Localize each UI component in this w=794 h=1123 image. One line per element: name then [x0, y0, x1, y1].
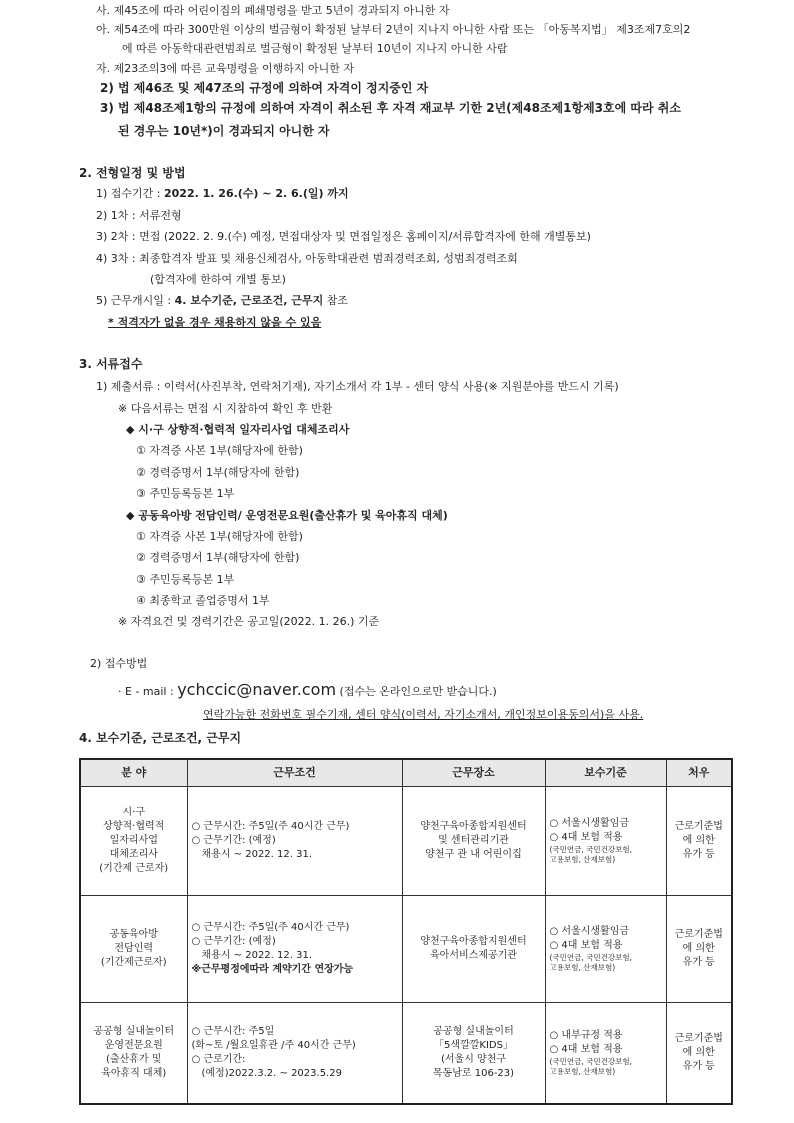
basis-note: ※ 자격요건 및 경력기간은 공고일(2022. 1. 26.) 기준	[118, 615, 380, 628]
table-row	[80, 787, 732, 896]
section-2-heading: 2. 전형일정 및 방법	[79, 166, 186, 180]
cell-pay: ○ 내부규정 적용 ○ 4대 보험 적용 (국민연금, 국민건강보험, 고용보험, 산재보험)	[545, 1003, 666, 1105]
email-line: · E - mail : ychccic@naver.com (접수는 온라인으로만 받습니다.)	[118, 680, 497, 699]
list-item: ① 자격증 사본 1부(해당자에 한함)	[136, 444, 303, 457]
cell-place: 양천구육아종합지원센터 육아서비스제공기관	[402, 896, 545, 1003]
list-item: ② 경력증명서 1부(해당자에 한함)	[136, 466, 300, 479]
cell-pay: ○ 서울시생활임금 ○ 4대 보험 적용 (국민연금, 국민건강보험, 고용보험, 산재보험)	[545, 896, 666, 1003]
schedule-note: * 적격자가 없을 경우 채용하지 않을 수 있음	[108, 316, 322, 329]
col-header: 근무조건	[187, 759, 402, 787]
top-item: 자. 제23조의3에 따른 교육명령을 이행하지 아니한 자	[96, 62, 354, 75]
schedule-item-4: 4) 3차 : 최종합격자 발표 및 채용신체검사, 아동학대관련 범죄경력조회, 성범죄경력조회	[96, 252, 518, 265]
cell-field: 공공형 실내놀이터 운영전문요원 (출산휴가 및 육아휴직 대체)	[80, 1003, 187, 1105]
col-header: 분 야	[80, 759, 187, 787]
schedule-item-3: 3) 2차 : 면접 (2022. 2. 9.(수) 예정, 면접대상자 및 면접일정은 홈페이지/서류합격자에 한해 개별통보)	[96, 230, 591, 243]
col-header: 처우	[666, 759, 732, 787]
cell-treatment: 근로기준법 에 의한 유가 등	[666, 896, 732, 1003]
col-header: 보수기준	[545, 759, 666, 787]
section-3-heading: 3. 서류접수	[79, 357, 143, 371]
cell-treatment: 근로기준법 에 의한 유가 등	[666, 1003, 732, 1105]
schedule-item-1: 1) 접수기간 : 2022. 1. 26.(수) ~ 2. 6.(일) 까지	[96, 187, 349, 200]
group-b-title: ◆ 공동육아방 전담인력/ 운영전문요원(출산휴가 및 육아휴직 대체)	[126, 509, 448, 522]
method-heading: 2) 접수방법	[90, 657, 148, 670]
list-item: ③ 주민등록등본 1부	[136, 487, 235, 500]
cell-conditions: ○ 근무시간: 주5일 (화~토 /월요일휴관 /주 40시간 근무) ○ 근로기간: (예정)2022.3.2. ~ 2023.5.29	[187, 1003, 402, 1105]
top-item: 에 따른 아동학대관련범죄로 벌금형이 확정된 날부터 10년이 지나지 아니한 사람	[122, 42, 508, 55]
email-address[interactable]: ychccic@naver.com	[177, 680, 337, 699]
cell-conditions: ○ 근무시간: 주5일(주 40시간 근무) ○ 근무기간: (예정) 채용시 ~ 2022. 12. 31. ※근무평정에따라 계약기간 연장가능	[187, 896, 402, 1003]
list-item: ② 경력증명서 1부(해당자에 한함)	[136, 551, 300, 564]
cell-treatment: 근로기준법 에 의한 유가 등	[666, 787, 732, 896]
cell-place: 공공형 실내놀이터 「5색깔깔KIDS」 (서울시 양천구 목동남로 106-23)	[402, 1003, 545, 1105]
top-item: 사. 제45조에 따라 어린이집의 폐쇄명령을 받고 5년이 경과되지 아니한 자	[96, 4, 450, 17]
conditions-table	[79, 758, 733, 1105]
bold-item: 2) 법 제46조 및 제47조의 규정에 의하여 자격이 정지중인 자	[100, 81, 429, 95]
bold-item: 3) 법 제48조제1항의 규정에 의하여 자격이 취소된 후 자격 재교부 기한 2년(제48조제1항제3호에 따라 취소	[100, 101, 681, 115]
bold-item: 된 경우는 10년*)이 경과되지 아니한 자	[118, 124, 330, 138]
table-row	[80, 896, 732, 1003]
list-item: ③ 주민등록등본 1부	[136, 573, 235, 586]
schedule-item-4-note: (합격자에 한하여 개별 통보)	[150, 273, 286, 286]
cell-pay: ○ 서울시생활임금 ○ 4대 보험 적용 (국민연금, 국민건강보험, 고용보험, 산재보험)	[545, 787, 666, 896]
documents-note: ※ 다음서류는 면접 시 지참하여 확인 후 반환	[118, 402, 333, 415]
table-row	[80, 1003, 732, 1105]
table-header-row	[80, 759, 732, 787]
top-item: 아. 제54조에 따라 300만원 이상의 벌금형이 확정된 날부터 2년이 지나지 아니한 사람 또는 「아동복지법」 제3조제7호의2	[96, 23, 691, 36]
required-documents: 1) 제출서류 : 이력서(사진부착, 연락처기재), 자기소개서 각 1부 - 센터 양식 사용(※ 지원분야를 반드시 기록)	[96, 380, 619, 393]
list-item: ④ 최종학교 졸업증명서 1부	[136, 594, 270, 607]
cell-place: 양천구육아종합지원센터 및 센터관리기관 양천구 관 내 어린이집	[402, 787, 545, 896]
email-instructions: 연락가능한 전화번호 필수기재, 센터 양식(이력서, 자기소개서, 개인정보이용동의서)을 사용.	[203, 708, 644, 721]
cell-field: 시·구 상향적·협력적 일자리사업 대체조리사 (기간제 근로자)	[80, 787, 187, 896]
schedule-item-5: 5) 근무개시일 : 4. 보수기준, 근로조건, 근무지 참조	[96, 294, 348, 307]
col-header: 근무장소	[402, 759, 545, 787]
cell-conditions: ○ 근무시간: 주5일(주 40시간 근무) ○ 근무기간: (예정) 채용시 ~ 2022. 12. 31.	[187, 787, 402, 896]
list-item: ① 자격증 사본 1부(해당자에 한함)	[136, 530, 303, 543]
section-4-heading: 4. 보수기준, 근로조건, 근무지	[79, 731, 242, 745]
cell-field: 공동육아방 전담인력 (기간제근로자)	[80, 896, 187, 1003]
group-a-title: ◆ 시·구 상향적·협력적 일자리사업 대체조리사	[126, 423, 350, 436]
schedule-item-2: 2) 1차 : 서류전형	[96, 209, 182, 222]
